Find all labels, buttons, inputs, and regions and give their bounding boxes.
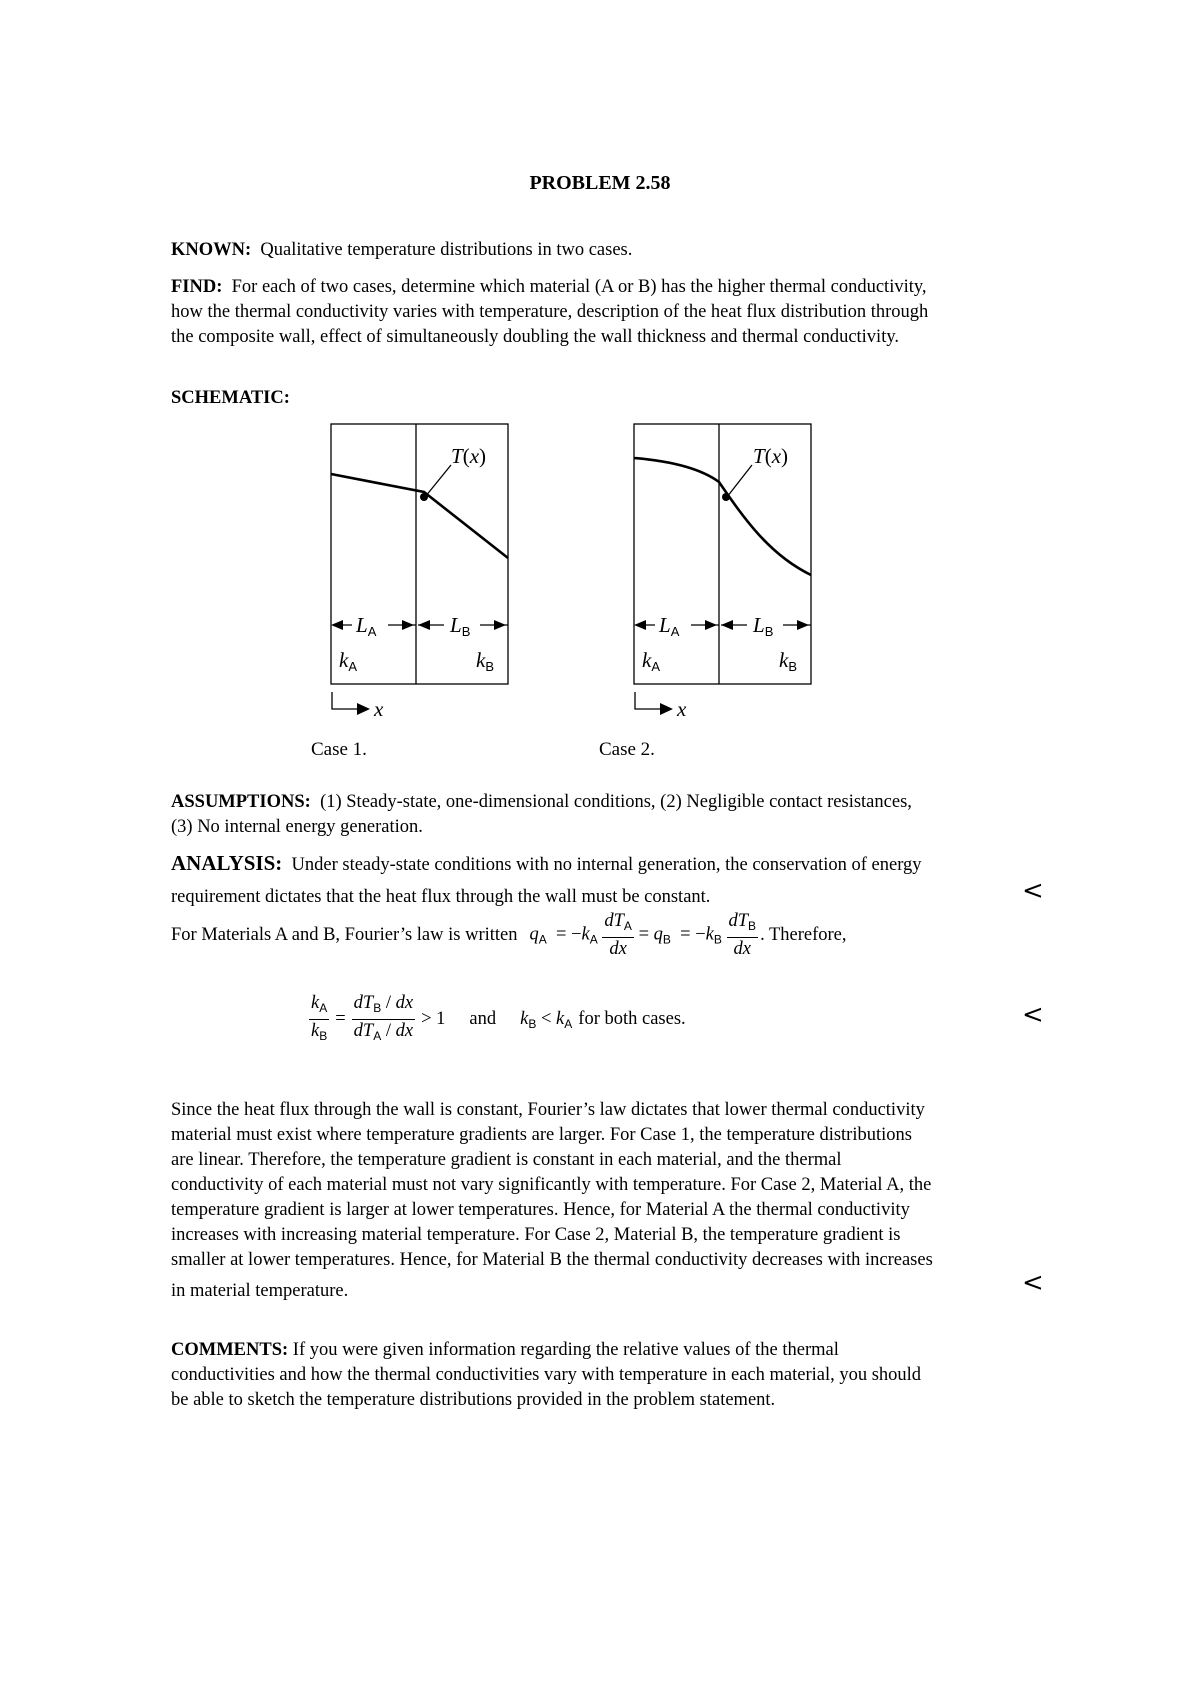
comments-line-1: If you were given information regarding the relative values of the thermal xyxy=(292,1340,839,1360)
answer-mark-1: < xyxy=(1022,876,1044,906)
fourier-intro: For Materials A and B, Fourier’s law is written xyxy=(171,924,518,945)
fourier-equation: $q_A = -k_A$ $\frac{dT_A}{dx}$ = $q_B = -k_B$ $\frac{dT_B}{dx}$ xyxy=(529,911,757,959)
analysis-line-1-row xyxy=(171,851,922,876)
ratio-k: $\frac{k_A}{k_B}$ xyxy=(311,993,328,1043)
find-line-2: how the thermal conductivity varies with temperature, description of the heat flux distribution through xyxy=(171,302,929,322)
find-line-1: For each of two cases, determine which material (A or B) has the higher thermal conductivity, xyxy=(231,277,927,297)
case-1-lb-arrow-left xyxy=(418,620,430,630)
schematic-figure xyxy=(0,0,1200,780)
analysis-paragraph xyxy=(171,1098,1101,1304)
analysis-para-line-4: conductivity of each material must not vary significantly with temperature. For Case 2, Material A, the xyxy=(171,1175,932,1195)
case-2-diagram xyxy=(599,424,811,760)
case-1-curve-label: T(x) xyxy=(451,444,487,468)
find-line-3: the composite wall, effect of simultaneously doubling the wall thickness and thermal conductivity. xyxy=(171,327,900,347)
assumptions-label: ASSUMPTIONS: xyxy=(171,792,311,812)
analysis-para-line-8: in material temperature. xyxy=(171,1281,349,1301)
case-2-lb-label: LB xyxy=(753,613,774,639)
ratio-both-cases: for both cases. xyxy=(578,1009,686,1029)
case-1-temperature-curve xyxy=(331,474,508,558)
assumptions-line-2: (3) No internal energy generation. xyxy=(171,817,423,837)
analysis-para-line-2: material must exist where temperature gradients are larger. For Case 1, the temperature distributions xyxy=(171,1125,912,1145)
case-1-x-label: x xyxy=(374,697,384,721)
analysis-para-line-1: Since the heat flux through the wall is constant, Fourier’s law dictates that lower thermal conductivity xyxy=(171,1100,925,1120)
comments-label: COMMENTS: xyxy=(171,1340,289,1360)
fourier-end: . Therefore, xyxy=(760,924,847,945)
answer-mark-3: < xyxy=(1022,1268,1044,1298)
analysis-para-line-3: are linear. Therefore, the temperature gradient is constant in each material, and the thermal xyxy=(171,1150,842,1170)
case-1-la-label: LA xyxy=(356,613,377,639)
case-1-lb-arrow-right xyxy=(494,620,506,630)
known-label: KNOWN: xyxy=(171,240,252,260)
case-1-la-arrow-right xyxy=(402,620,414,630)
fourier-equation-line xyxy=(171,910,847,960)
ratio-inequality: $k_B < k_A$ xyxy=(520,1008,573,1031)
ratio-tail: > 1 xyxy=(421,1009,446,1029)
case-2-lb-arrow-right xyxy=(797,620,809,630)
case-2-la-arrow-right xyxy=(705,620,717,630)
case-2-la-arrow-left xyxy=(634,620,646,630)
analysis-line-1: Under steady-state conditions with no internal generation, the conservation of energy xyxy=(291,855,922,875)
assumptions-section xyxy=(171,790,1071,840)
comments-line-2: conductivities and how the thermal conductivities vary with temperature in each material, you should xyxy=(171,1365,922,1385)
case-1-caption: Case 1. xyxy=(311,739,367,760)
case-1-lb-label: LB xyxy=(450,613,471,639)
ratio-equation-line: $\frac{k_A}{k_B}$ = $\frac{dT_B / dx}{dT_A / dx}$ > 1 and $k_B < k_A$ for both cases. xyxy=(309,992,686,1047)
case-2-leader-line xyxy=(727,465,752,497)
analysis-para-line-5: temperature gradient is larger at lower temperatures. Hence, for Material A the thermal conductivity xyxy=(171,1200,910,1220)
schematic-label: SCHEMATIC: xyxy=(171,388,290,408)
find-label: FIND: xyxy=(171,277,223,297)
ratio-and: and xyxy=(469,1009,497,1029)
case-2-ka-label: kA xyxy=(642,648,660,674)
case-2-kb-label: kB xyxy=(779,648,797,674)
comments-section xyxy=(171,1338,1071,1413)
analysis-line-2: requirement dictates that the heat flux through the wall must be constant. xyxy=(171,887,711,907)
case-1-la-arrow-left xyxy=(331,620,343,630)
comments-line-3: be able to sketch the temperature distributions provided in the problem statement. xyxy=(171,1390,776,1410)
analysis-label: ANALYSIS: xyxy=(171,851,283,875)
case-2-la-label: LA xyxy=(659,613,680,639)
ratio-gradients: $\frac{dT_B / dx}{dT_A / dx}$ xyxy=(353,993,414,1043)
case-2-lb-arrow-left xyxy=(721,620,733,630)
case-1-ka-label: kA xyxy=(339,648,357,674)
assumptions-line-1: (1) Steady-state, one-dimensional conditions, (2) Negligible contact resistances, xyxy=(320,792,912,812)
case-2-x-label: x xyxy=(677,697,687,721)
case-2-temperature-curve xyxy=(634,458,811,575)
case-2-curve-label: T(x) xyxy=(753,444,789,468)
case-1-leader-line xyxy=(425,465,451,497)
answer-mark-2: < xyxy=(1022,1000,1044,1030)
analysis-para-line-6: increases with increasing material temperature. For Case 2, Material B, the temperature gradient is xyxy=(171,1225,901,1245)
known-text: Qualitative temperature distributions in two cases. xyxy=(260,240,633,260)
problem-title: PROBLEM 2.58 xyxy=(529,172,671,194)
case-1-kb-label: kB xyxy=(476,648,494,674)
case-1-diagram xyxy=(311,424,508,760)
case-2-caption: Case 2. xyxy=(599,739,655,760)
analysis-para-line-7: smaller at lower temperatures. Hence, for Material B the thermal conductivity decreases with increases xyxy=(171,1250,933,1270)
